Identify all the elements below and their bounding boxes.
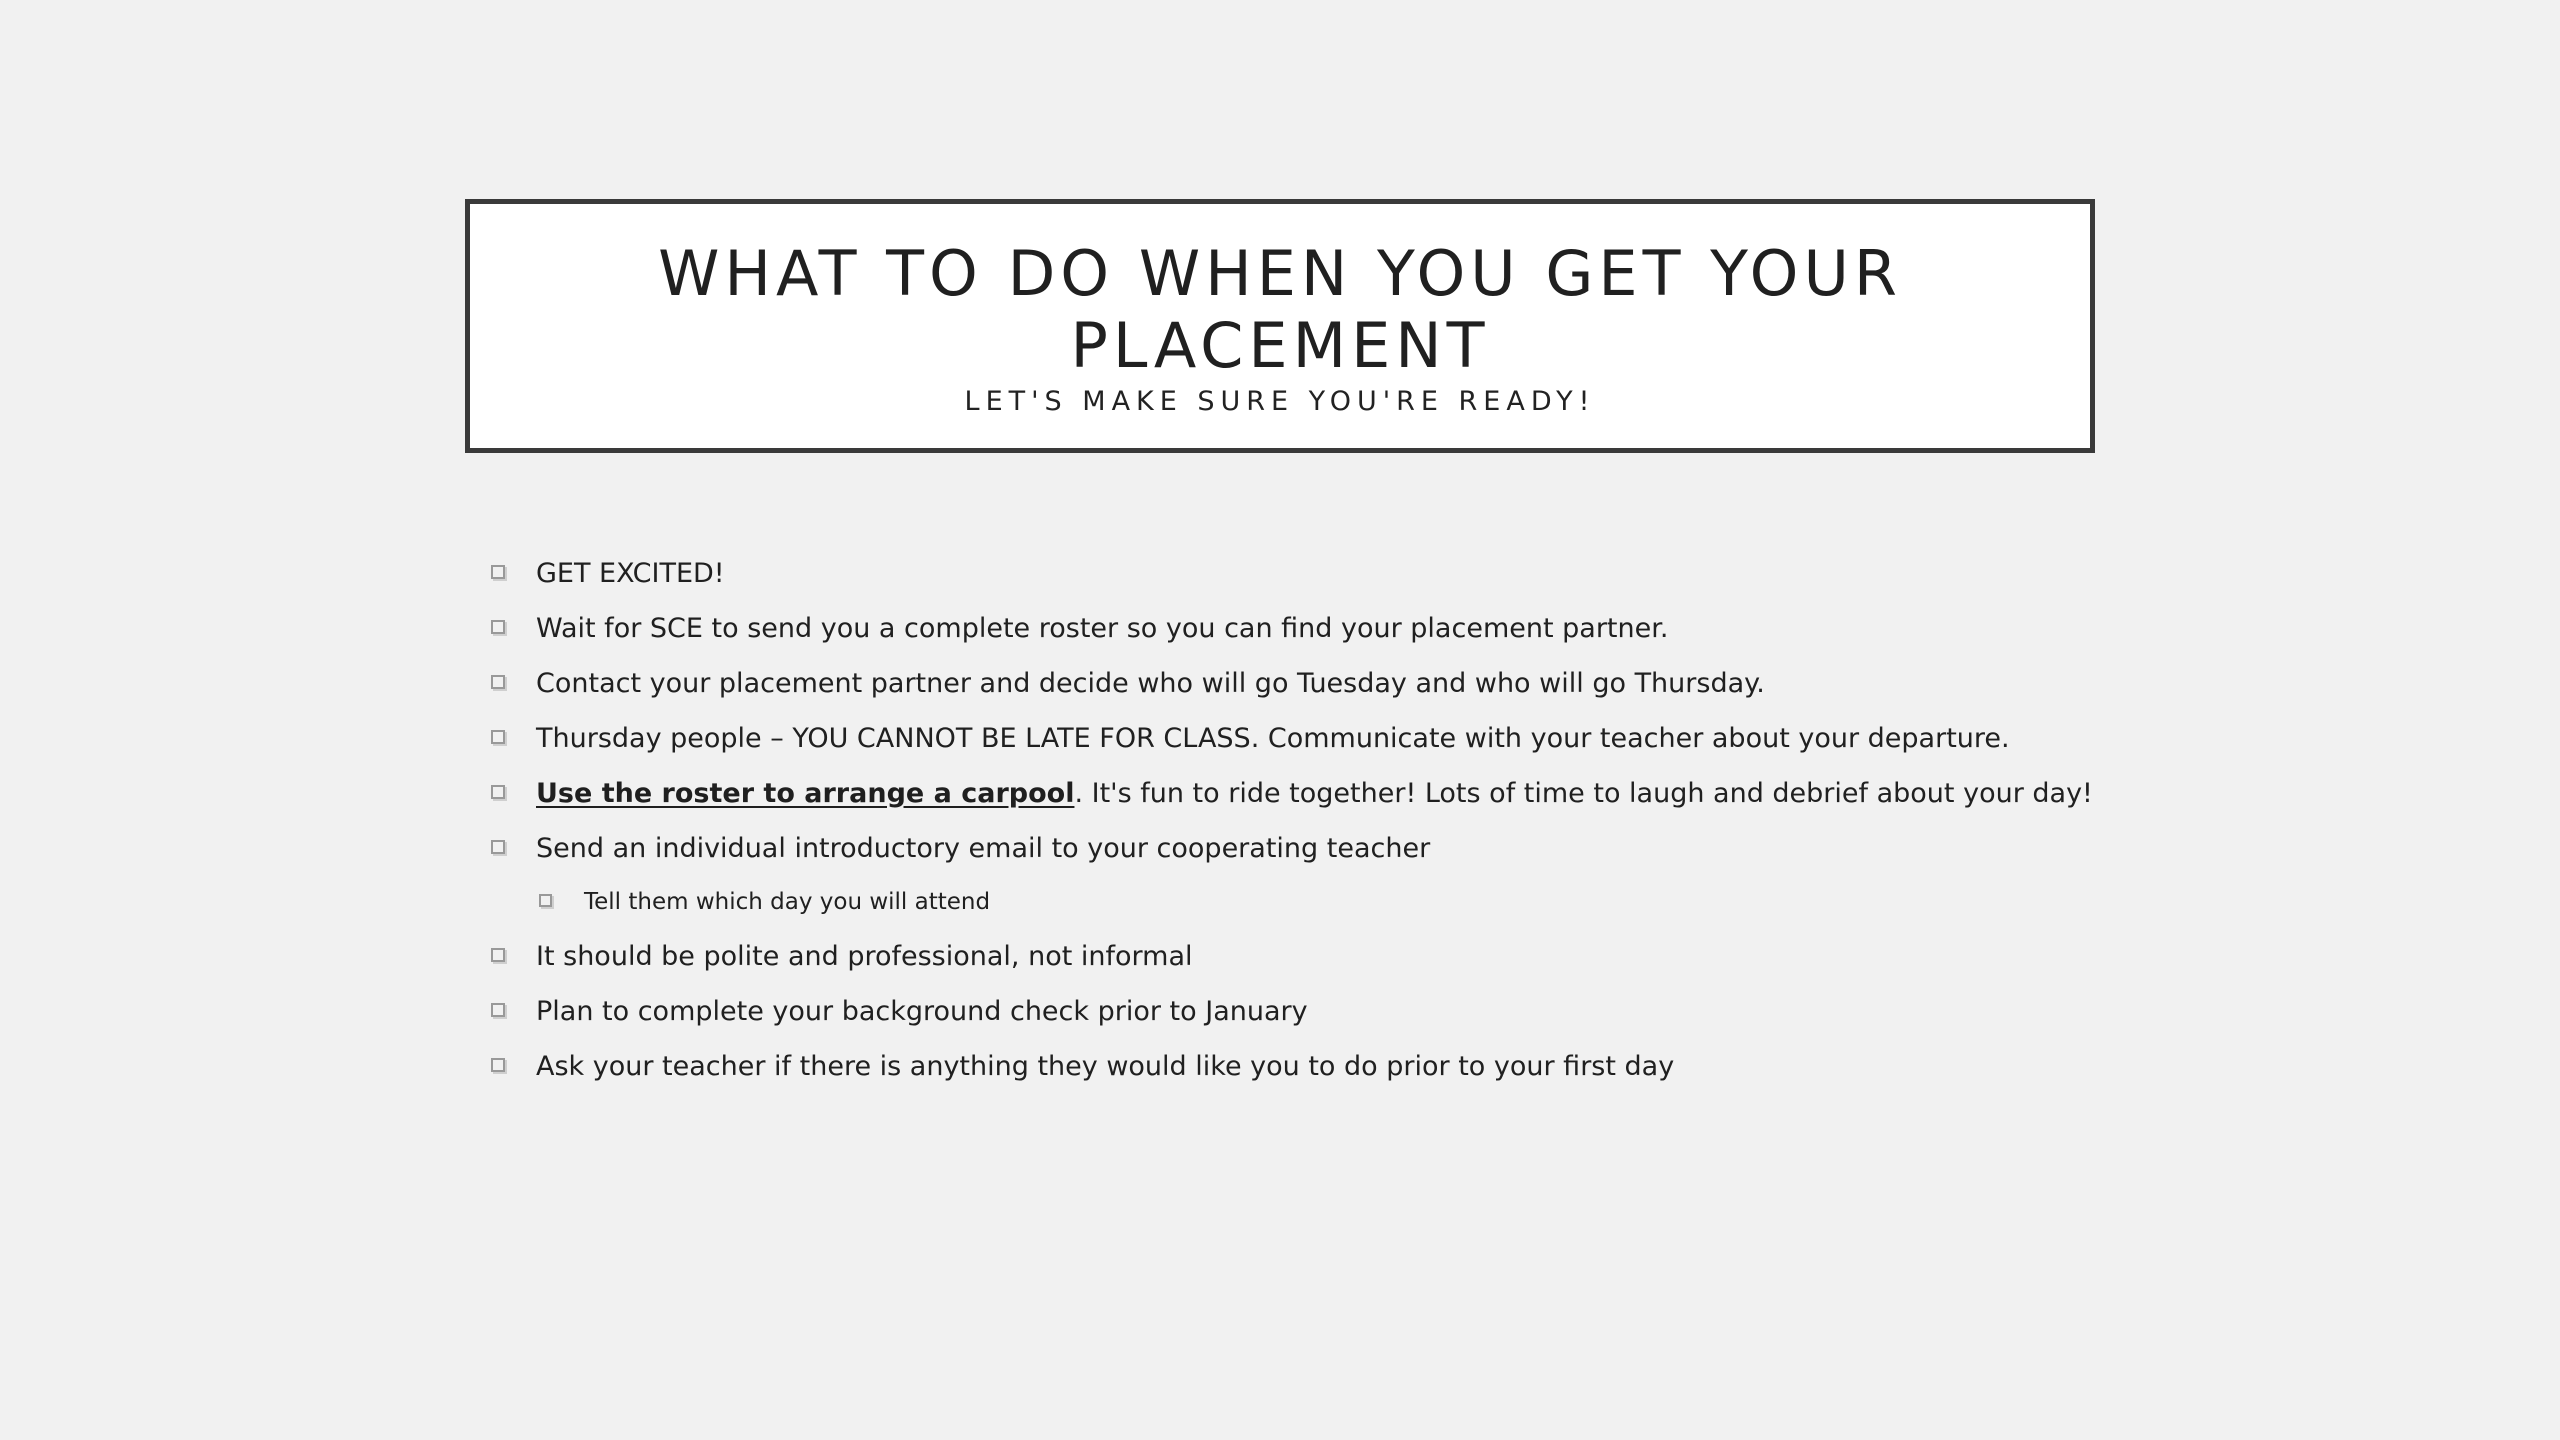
list-item-text: Wait for SCE to send you a complete roster so you can find your placement partner. <box>536 613 1669 644</box>
list-item <box>485 773 2105 828</box>
list-item <box>485 608 2105 663</box>
list-item-text: It should be polite and professional, not informal <box>536 941 1193 972</box>
list-item-text: Ask your teacher if there is anything they would like you to do prior to your first day <box>536 1051 1675 1082</box>
checkbox-square-icon <box>491 785 505 799</box>
sub-list-item <box>485 883 2105 936</box>
list-item-text: Thursday people – YOU CANNOT BE LATE FOR CLASS. Communicate with your teacher about your departure. <box>536 723 2010 754</box>
title-box <box>465 199 2095 453</box>
checkbox-square-icon <box>491 675 505 689</box>
list-item-text: Tell them which day you will attend <box>584 889 991 915</box>
checkbox-square-icon <box>539 894 552 907</box>
list-item <box>485 553 2105 608</box>
checkbox-square-icon <box>491 730 505 744</box>
checkbox-square-icon <box>491 565 505 579</box>
list-item-text: GET EXCITED! <box>536 558 725 589</box>
list-item-text: Send an individual introductory email to your cooperating teacher <box>536 833 1431 864</box>
list-item-text: Plan to complete your background check prior to January <box>536 996 1308 1027</box>
list-item <box>485 663 2105 718</box>
checkbox-square-icon <box>491 1003 505 1017</box>
list-item-text: . It's fun to ride together! Lots of time to laugh and debrief about your day! <box>1074 778 2093 809</box>
list-item <box>485 828 2105 883</box>
list-item <box>485 718 2105 773</box>
list-item <box>485 991 2105 1046</box>
carpool-roster-link[interactable]: Use the roster to arrange a carpool <box>536 778 1075 809</box>
checkbox-square-icon <box>491 948 505 962</box>
bullet-list <box>485 553 2105 1101</box>
list-item-text: Contact your placement partner and decide who will go Tuesday and who will go Thursday. <box>536 668 1765 699</box>
checkbox-square-icon <box>491 1058 505 1072</box>
slide-subtitle: LET'S MAKE SURE YOU'RE READY! <box>964 386 1596 417</box>
list-item <box>485 1046 2105 1101</box>
list-item <box>485 936 2105 991</box>
checkbox-square-icon <box>491 620 505 634</box>
checkbox-square-icon <box>491 840 505 854</box>
slide-title: WHAT TO DO WHEN YOU GET YOUR PLACEMENT <box>658 237 1902 382</box>
